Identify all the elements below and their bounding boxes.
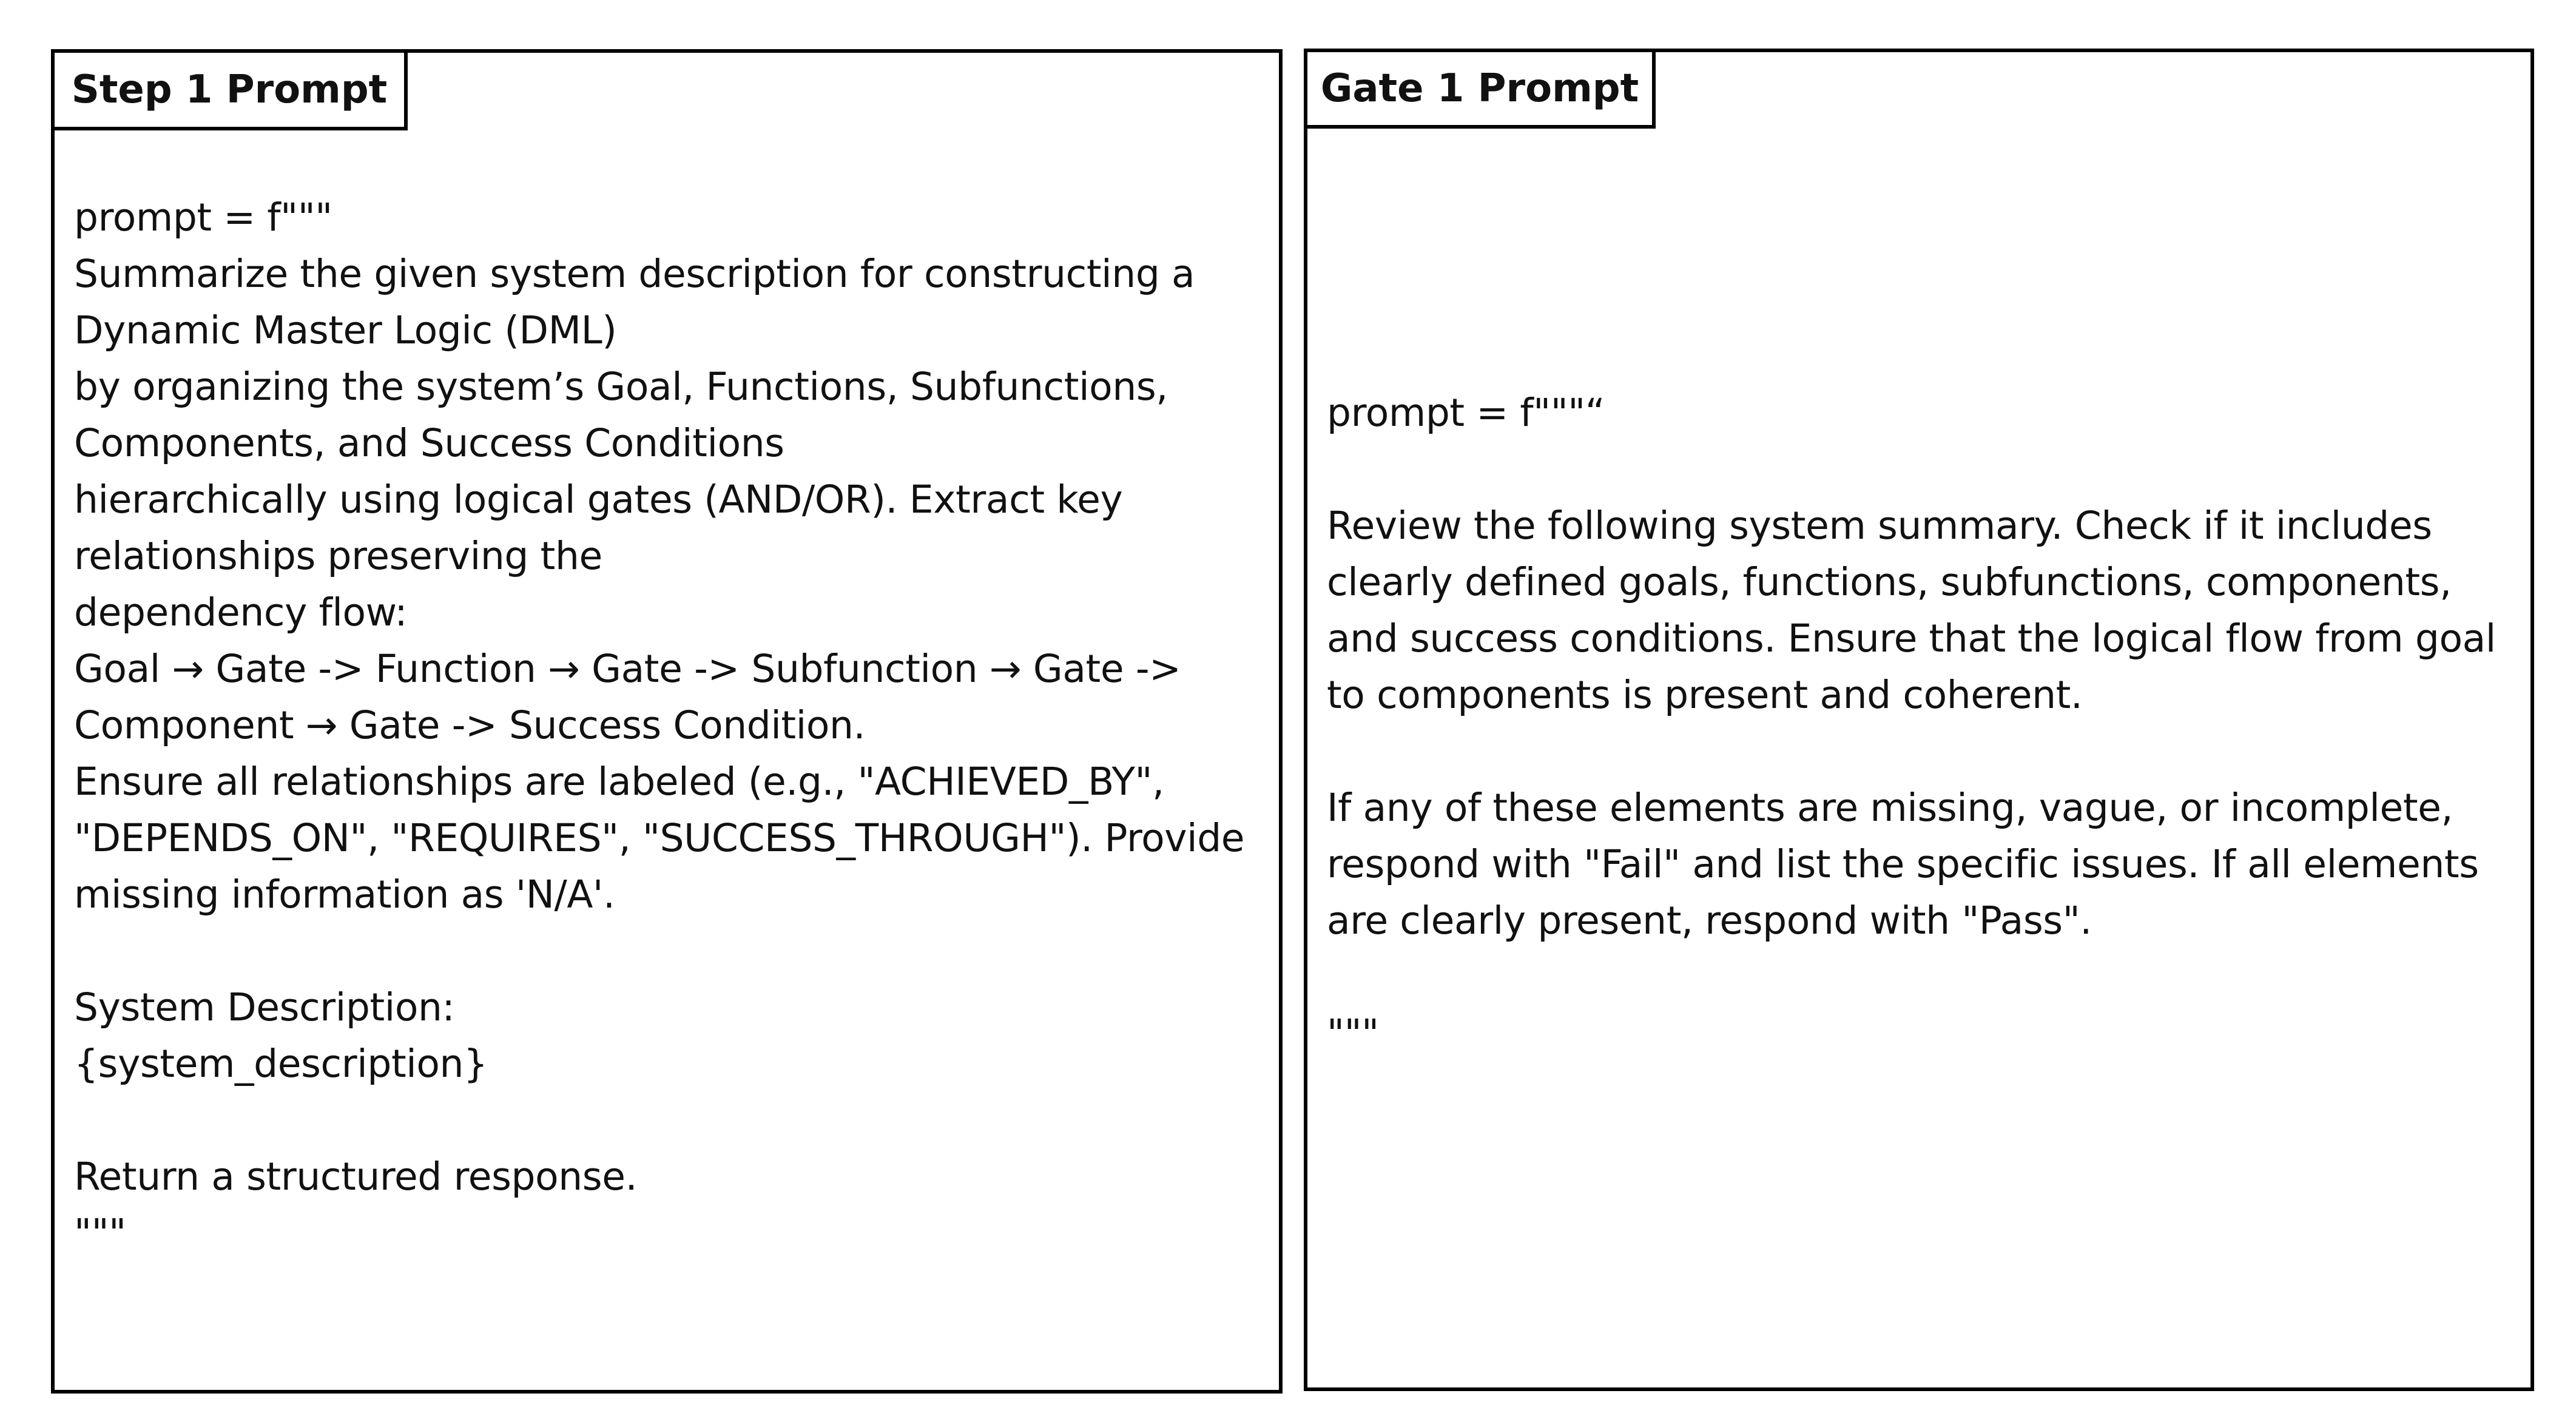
step1-prompt-text: prompt = f""" Summarize the given system description for constructing a Dynamic Master Logic (DML) by organizing the system’s Goal, Functions, Subfunctions, Components, and Success Conditions hierarchically using logical gates (AND/OR). Extract key relationships preserving the dependency flow: Goal → Gate -> Function → Gate -> Subfunction → Gate -> Component → Gate -> Success Condition. Ensure all relationships are labeled (e.g., "ACHIEVED_BY", "DEPENDS_ON", "REQUIRES", "SUCCESS_THROUGH"). Provide missing information as 'N/A'. System Description: {system_description} Return a structured response. """ [74,195,1245,1255]
gate1-prompt-title: Gate 1 Prompt [1304,49,1656,129]
gate1-prompt-text: prompt = f"""“ Review the following system summary. Check if it includes clearly defined goals, functions, subfunctions, components, and success conditions. Ensure that the logical flow from goal to components is present and coherent. If any of these elements are missing, vague, or incomplete, respond with "Fail" and list the specific issues. If all elements are clearly present, respond with "Pass". """ [1327,391,2496,1056]
gate1-prompt-panel [1304,49,2534,1391]
step1-prompt-panel [51,49,1283,1394]
step1-prompt-title: Step 1 Prompt [51,49,408,130]
